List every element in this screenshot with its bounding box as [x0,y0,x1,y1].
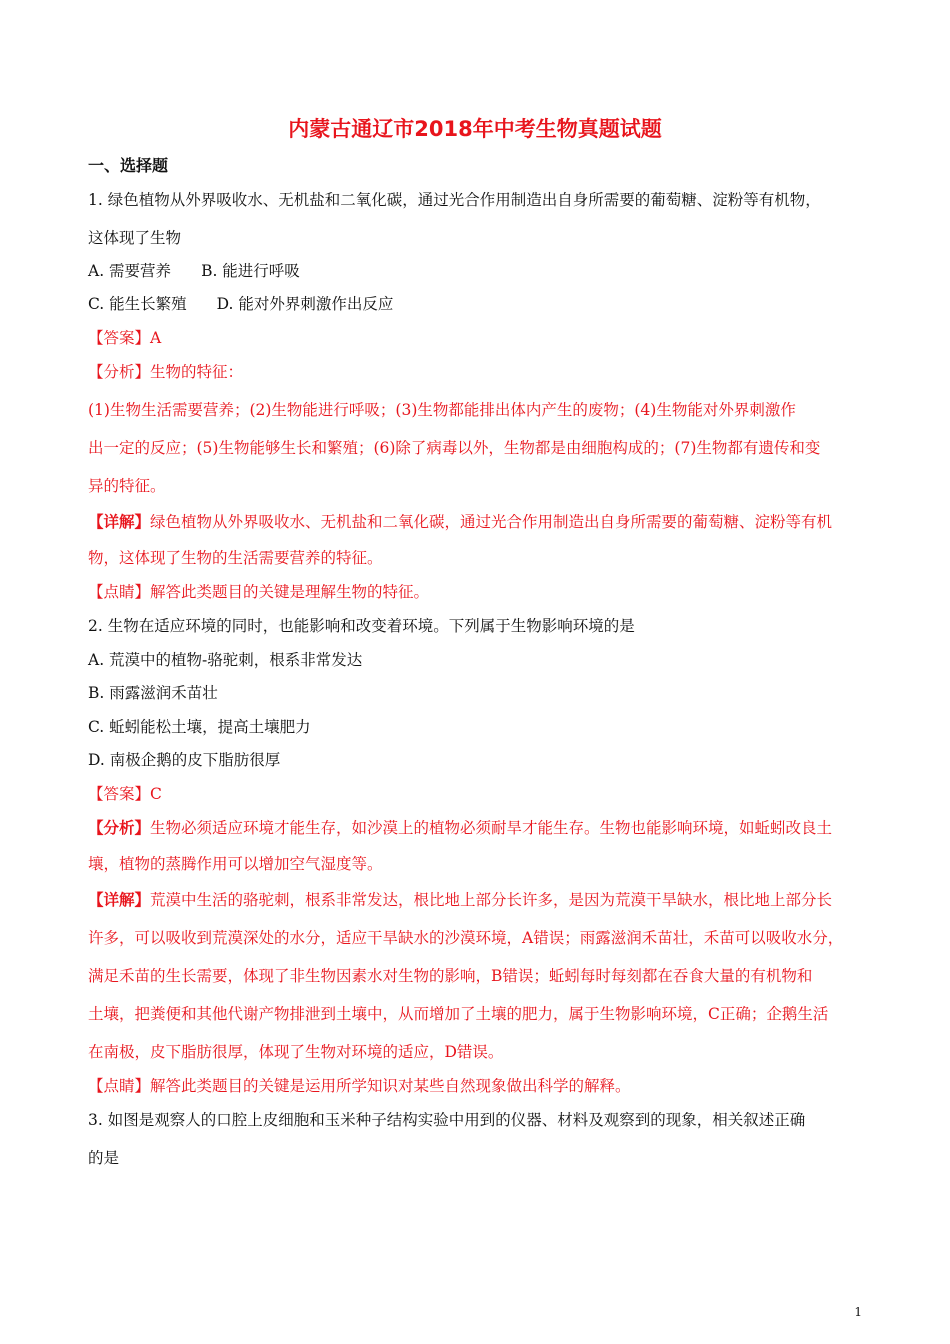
q2-detail-tag: 【详解】 [88,890,151,909]
q2-stem: 2. 生物在适应环境的同时，也能影响和改变着环境。下列属于生物影响环境的是 [88,617,635,635]
q2-answer-value: C [150,785,162,803]
q1-option-d: D. 能对外界刺激作出反应 [216,295,394,313]
q1-tip [88,580,429,602]
q2-tip-text: 解答此类题目的关键是运用所学知识对某些自然现象做出科学的解释。 [150,1077,631,1095]
q2-detail [88,888,832,910]
q1-options-row-2 [88,292,393,314]
q1-analysis-tag: 【分析】 [88,363,151,381]
q2-detail-line-1: 荒漠中生活的骆驼刺，根系非常发达，根比地上部分长许多，是因为荒漠干旱缺水，根比地上部分长 [150,891,833,909]
q3-stem-line-2: 的是 [88,1149,120,1167]
q1-analysis-line-3: 异的特征。 [88,477,166,495]
q2-detail-line-4: 土壤，把粪便和其他代谢产物排泄到土壤中，从而增加了土壤的肥力，属于生物影响环境，C正确；企鹅生活 [88,1005,829,1023]
q2-option-b: B. 雨露滋润禾苗壮 [88,684,218,702]
q1-option-c: C. 能生长繁殖 [88,295,187,313]
q1-option-b: B. 能进行呼吸 [201,262,300,280]
q1-stem-line-1: 1. 绿色植物从外界吸收水、无机盐和二氧化碳，通过光合作用制造出自身所需要的葡萄糖、淀粉等有机物， [88,191,821,209]
q2-option-c: C. 蚯蚓能松土壤，提高土壤肥力 [88,718,311,736]
page-title: 内蒙古通辽市2018年中考生物真题试题 [288,117,662,141]
q2-analysis-line-2: 壤，植物的蒸腾作用可以增加空气湿度等。 [88,855,383,873]
q1-analysis-line-1: (1)生物生活需要营养；(2)生物能进行呼吸；(3)生物都能排出体内产生的废物；(4)生物能对外界刺激作 [88,401,796,419]
q2-analysis-line-1: 生物必须适应环境才能生存，如沙漠上的植物必须耐旱才能生存。生物也能影响环境，如蚯蚓改良土 [150,819,833,837]
q1-detail-tag: 【详解】 [88,512,151,531]
q2-answer [88,782,162,804]
q2-detail-line-3: 满足禾苗的生长需要，体现了非生物因素水对生物的影响，B错误；蚯蚓每时每刻都在吞食大量的有机物和 [88,967,813,985]
q1-answer-value: A [150,329,162,347]
q1-analysis-text: 生物的特征： [150,363,244,381]
q2-analysis [88,816,832,838]
q1-tip-text: 解答此类题目的关键是理解生物的特征。 [150,583,430,601]
q1-answer [88,326,161,348]
q2-detail-line-5: 在南极，皮下脂肪很厚，体现了生物对环境的适应，D错误。 [88,1043,504,1061]
q1-detail [88,510,832,532]
q1-tip-tag: 【点睛】 [88,583,151,601]
q2-detail-line-2: 许多，可以吸收到荒漠深处的水分，适应干旱缺水的沙漠环境，A错误；雨露滋润禾苗壮，禾苗可以吸收水分， [88,929,844,947]
q1-detail-line-1: 绿色植物从外界吸收水、无机盐和二氧化碳，通过光合作用制造出自身所需要的葡萄糖、淀粉等有机 [150,513,833,531]
q1-analysis [88,360,243,382]
q2-option-a: A. 荒漠中的植物-骆驼刺，根系非常发达 [88,651,363,669]
q1-analysis-line-2: 出一定的反应；(5)生物能够生长和繁殖；(6)除了病毒以外，生物都是由细胞构成的；(7)生物都有遗传和变 [88,439,821,457]
q1-options-row-1 [88,259,300,281]
q2-analysis-tag: 【分析】 [88,818,151,837]
q3-stem-line-1: 3. 如图是观察人的口腔上皮细胞和玉米种子结构实验中用到的仪器、材料及观察到的现象，相关叙述正确 [88,1111,806,1129]
q1-detail-line-2: 物，这体现了生物的生活需要营养的特征。 [88,549,383,567]
q2-tip-tag: 【点睛】 [88,1077,151,1095]
q1-answer-tag: 【答案】 [88,329,151,347]
q2-answer-tag: 【答案】 [88,785,151,803]
q2-tip [88,1074,631,1096]
section-heading: 一、选择题 [88,156,169,175]
page-number: 1 [854,1305,862,1319]
q2-option-d: D. 南极企鹅的皮下脂肪很厚 [88,751,281,769]
q1-option-a: A. 需要营养 [88,262,172,280]
q1-stem-line-2: 这体现了生物 [88,229,182,247]
